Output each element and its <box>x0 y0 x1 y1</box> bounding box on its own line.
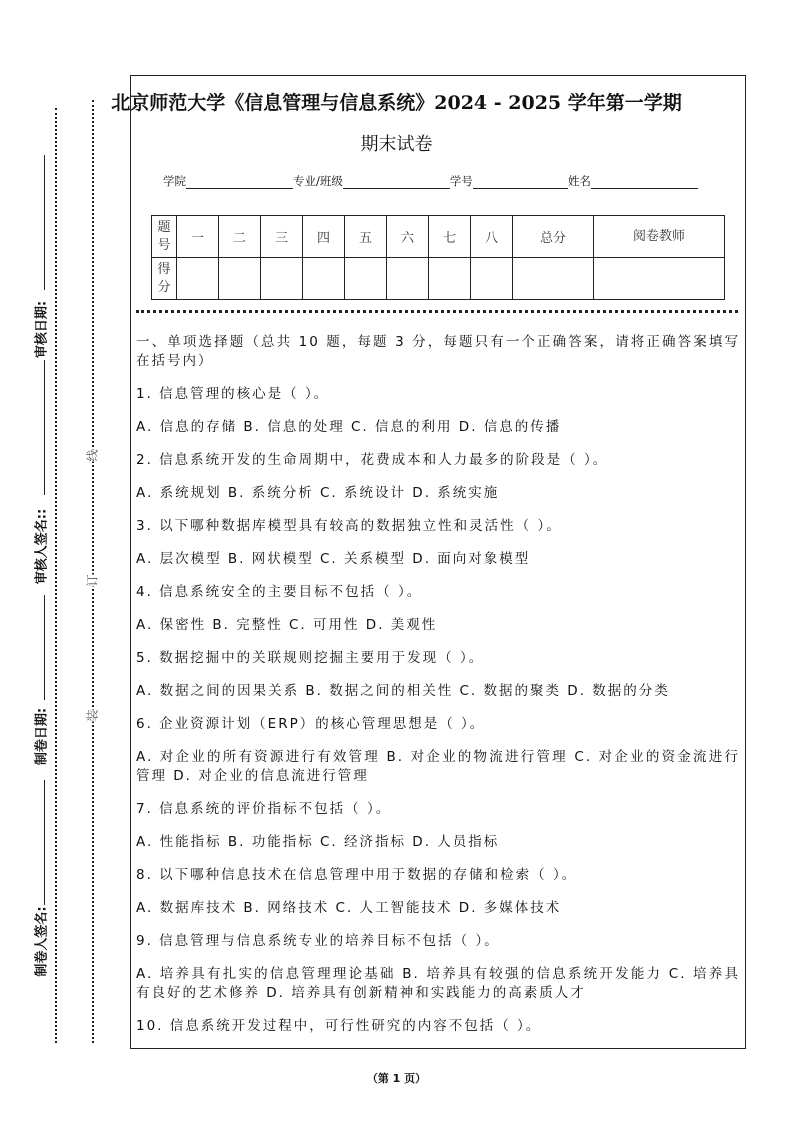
col-total: 总分 <box>513 216 594 258</box>
maker-signature-underline <box>44 780 45 905</box>
score-table-header-row <box>152 216 725 258</box>
col-grader: 阅卷教师 <box>594 216 725 258</box>
question-9: 9. 信息管理与信息系统专业的培养目标不包括（ ）。 <box>136 933 500 949</box>
col-1: 一 <box>177 216 219 258</box>
question-1: 1. 信息管理的核心是（ ）。 <box>136 386 330 402</box>
col-3: 三 <box>261 216 303 258</box>
score-cell[interactable] <box>261 258 303 300</box>
exam-title: 北京师范大学《信息管理与信息系统》2024 - 2025 学年第一学期 <box>111 92 682 114</box>
student-info-line <box>163 173 698 189</box>
dotted-separator <box>136 310 738 313</box>
question-7: 7. 信息系统的评价指标不包括（ ）。 <box>136 801 392 817</box>
col-4: 四 <box>303 216 345 258</box>
score-cell[interactable] <box>303 258 345 300</box>
options-7: A. 性能指标 B. 功能指标 C. 经济指标 D. 人员指标 <box>136 834 500 850</box>
options-6: A. 对企业的所有资源进行有效管理 B. 对企业的物流进行管理 C. 对企业的资金流进行管理 D. 对企业的信息流进行管理 <box>136 749 740 784</box>
col-2: 二 <box>219 216 261 258</box>
options-9: A. 培养具有扎实的信息管理理论基础 B. 培养具有较强的信息系统开发能力 C. 培养具有良好的艺术修养 D. 培养具有创新精神和实践能力的高素质人才 <box>136 966 740 1001</box>
score-cell[interactable] <box>429 258 471 300</box>
college-blank[interactable] <box>186 176 293 189</box>
question-10: 10. 信息系统开发过程中，可行性研究的内容不包括（ ）。 <box>136 1018 542 1034</box>
question-8: 8. 以下哪种信息技术在信息管理中用于数据的存储和检索（ ）。 <box>136 867 578 883</box>
section-heading: 一、单项选择题（总共 10 题，每题 3 分，每题只有一个正确答案，请将正确答案填写在括号内） <box>136 334 740 369</box>
field-label-name: 姓名 <box>567 174 591 188</box>
reviewer-signature-underline <box>44 360 45 495</box>
exam-subtitle: 期末试卷 <box>360 134 433 155</box>
row-label-question-no: 题号 <box>152 216 177 258</box>
options-5: A. 数据之间的因果关系 B. 数据之间的相关性 C. 数据的聚类 D. 数据的分类 <box>136 683 670 699</box>
score-table <box>151 215 725 300</box>
options-2: A. 系统规划 B. 系统分析 C. 系统设计 D. 系统实施 <box>136 485 500 501</box>
col-7: 七 <box>429 216 471 258</box>
binding-dotted-line-inner <box>55 108 57 1043</box>
question-4: 4. 信息系统安全的主要目标不包括（ ）。 <box>136 584 423 600</box>
field-label-student-id: 学号 <box>449 174 473 188</box>
question-6: 6. 企业资源计划（ERP）的核心管理思想是（ ）。 <box>136 716 486 732</box>
student-id-blank[interactable] <box>473 176 568 189</box>
binding-char-zhuang: 装 <box>85 709 100 722</box>
options-4: A. 保密性 B. 完整性 C. 可用性 D. 美观性 <box>136 617 438 633</box>
options-8: A. 数据库技术 B. 网络技术 C. 人工智能技术 D. 多媒体技术 <box>136 900 562 916</box>
binding-char-ding: 订 <box>85 574 100 587</box>
question-2: 2. 信息系统开发的生命周期中，花费成本和人力最多的阶段是（ ）。 <box>136 452 609 468</box>
score-cell[interactable] <box>219 258 261 300</box>
options-3: A. 层次模型 B. 网状模型 C. 关系模型 D. 面向对象模型 <box>136 551 531 567</box>
score-cell[interactable] <box>513 258 594 300</box>
col-5: 五 <box>345 216 387 258</box>
binding-dotted-line-outer <box>92 100 94 1043</box>
col-6: 六 <box>387 216 429 258</box>
field-label-college: 学院 <box>163 174 186 188</box>
reviewer-signature-label: 审核人签名:: <box>34 508 50 585</box>
score-cell[interactable] <box>594 258 725 300</box>
major-class-blank[interactable] <box>343 176 450 189</box>
score-table-score-row <box>152 258 725 300</box>
maker-date-underline <box>44 595 45 700</box>
options-1: A. 信息的存储 B. 信息的处理 C. 信息的利用 D. 信息的传播 <box>136 419 562 435</box>
review-date-underline <box>44 155 45 290</box>
score-cell[interactable] <box>471 258 513 300</box>
col-8: 八 <box>471 216 513 258</box>
row-label-score: 得分 <box>152 258 177 300</box>
score-cell[interactable] <box>177 258 219 300</box>
score-cell[interactable] <box>345 258 387 300</box>
score-cell[interactable] <box>387 258 429 300</box>
page-number: （第 1 页） <box>366 1072 427 1085</box>
maker-signature-label: 制卷人签名: <box>34 906 50 977</box>
question-3: 3. 以下哪种数据库模型具有较高的数据独立性和灵活性（ ）。 <box>136 518 562 534</box>
review-date-label: 审核日期: <box>34 300 50 359</box>
question-5: 5. 数据挖掘中的关联规则挖掘主要用于发现（ ）。 <box>136 650 485 666</box>
maker-date-label: 制卷日期: <box>34 707 50 766</box>
name-blank[interactable] <box>591 176 698 189</box>
question-section <box>136 333 740 1050</box>
field-label-major-class: 专业/班级 <box>293 174 343 188</box>
binding-char-xian: 线 <box>85 449 100 462</box>
